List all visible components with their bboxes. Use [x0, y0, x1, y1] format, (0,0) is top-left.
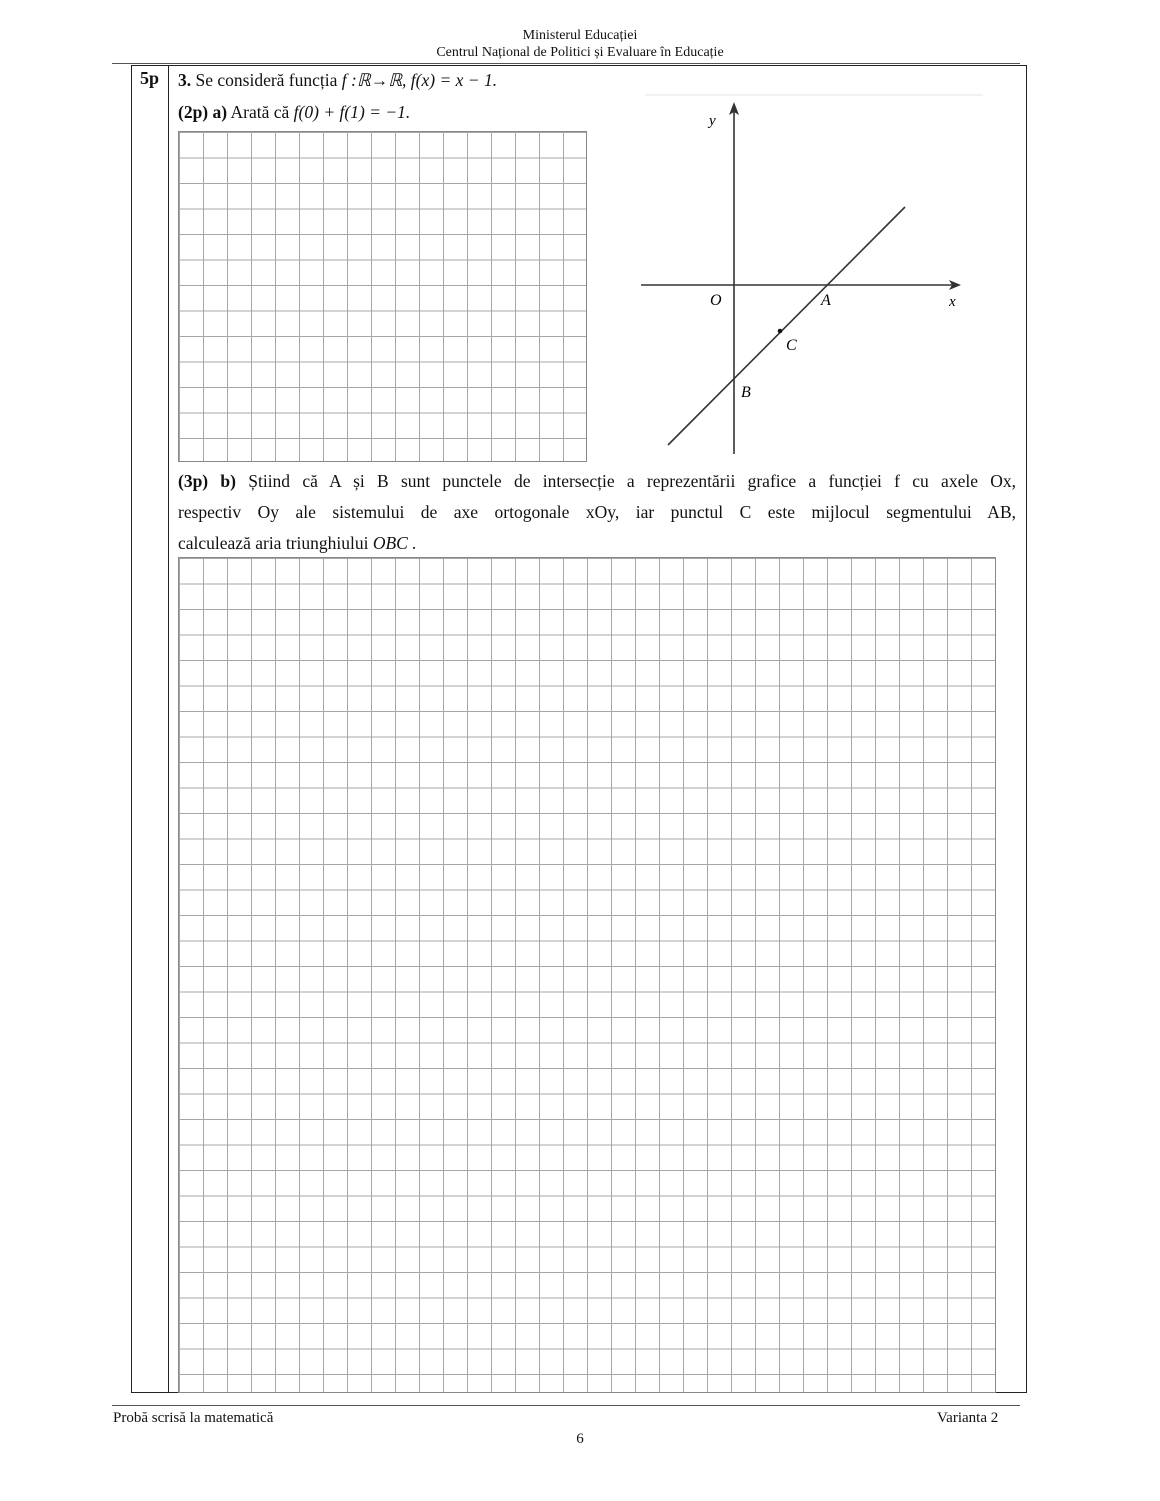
part-b-text-3: calculează aria triunghiului [178, 533, 369, 553]
header-center: Centrul Național de Politici și Evaluare în Educație [436, 45, 724, 60]
part-b-line-1 [178, 471, 1016, 492]
points-column-divider [168, 65, 169, 1393]
y-axis-label: y [709, 113, 716, 129]
point-a-label: A [821, 292, 831, 309]
point-c-label: C [786, 337, 797, 354]
point-c-marker [778, 329, 783, 334]
part-b-formula: OBC . [372, 533, 417, 553]
part-b-letter: b) [220, 471, 236, 491]
page-number: 6 [576, 1431, 584, 1447]
part-a-text: Arată că [230, 102, 290, 122]
function-definition: f :ℝ→ℝ, f(x) = x − 1. [341, 70, 498, 90]
part-b-points: (3p) [178, 471, 209, 491]
part-a-letter: a) [212, 102, 228, 122]
footer-rule [112, 1405, 1020, 1406]
exercise-statement [178, 70, 497, 91]
part-b-line-2: respectiv Oy ale sistemului de axe ortogonale xOy, iar punctul C este mijlocul segmentului AB, [178, 502, 1016, 522]
part-a-formula: f(0) + f(1) = −1. [293, 102, 411, 122]
function-graph-figure [635, 92, 990, 462]
footer-exam-title: Probă scrisă la matematică [113, 1410, 274, 1426]
x-axis-label: x [949, 294, 956, 310]
part-b-text-1: Știind că A și B sunt punctele de intersecție a reprezentării grafice a funcției f cu axele Ox, [248, 471, 1016, 491]
point-b-label: B [741, 384, 751, 401]
part-b-line-3 [178, 533, 417, 554]
header-rule [112, 63, 1020, 64]
exercise-number: 3. [178, 70, 192, 90]
part-a-points: (2p) [178, 102, 209, 122]
exercise-points: 5p [140, 68, 160, 88]
answer-grid-a[interactable] [178, 131, 587, 462]
answer-grid-b[interactable] [178, 557, 996, 1393]
part-a [178, 102, 410, 123]
origin-label: O [710, 292, 722, 309]
header-ministry: Ministerul Educației [522, 28, 638, 43]
statement-text: Se consideră funcția [195, 70, 338, 90]
function-line [668, 207, 905, 445]
footer-variant: Varianta 2 [937, 1410, 999, 1426]
